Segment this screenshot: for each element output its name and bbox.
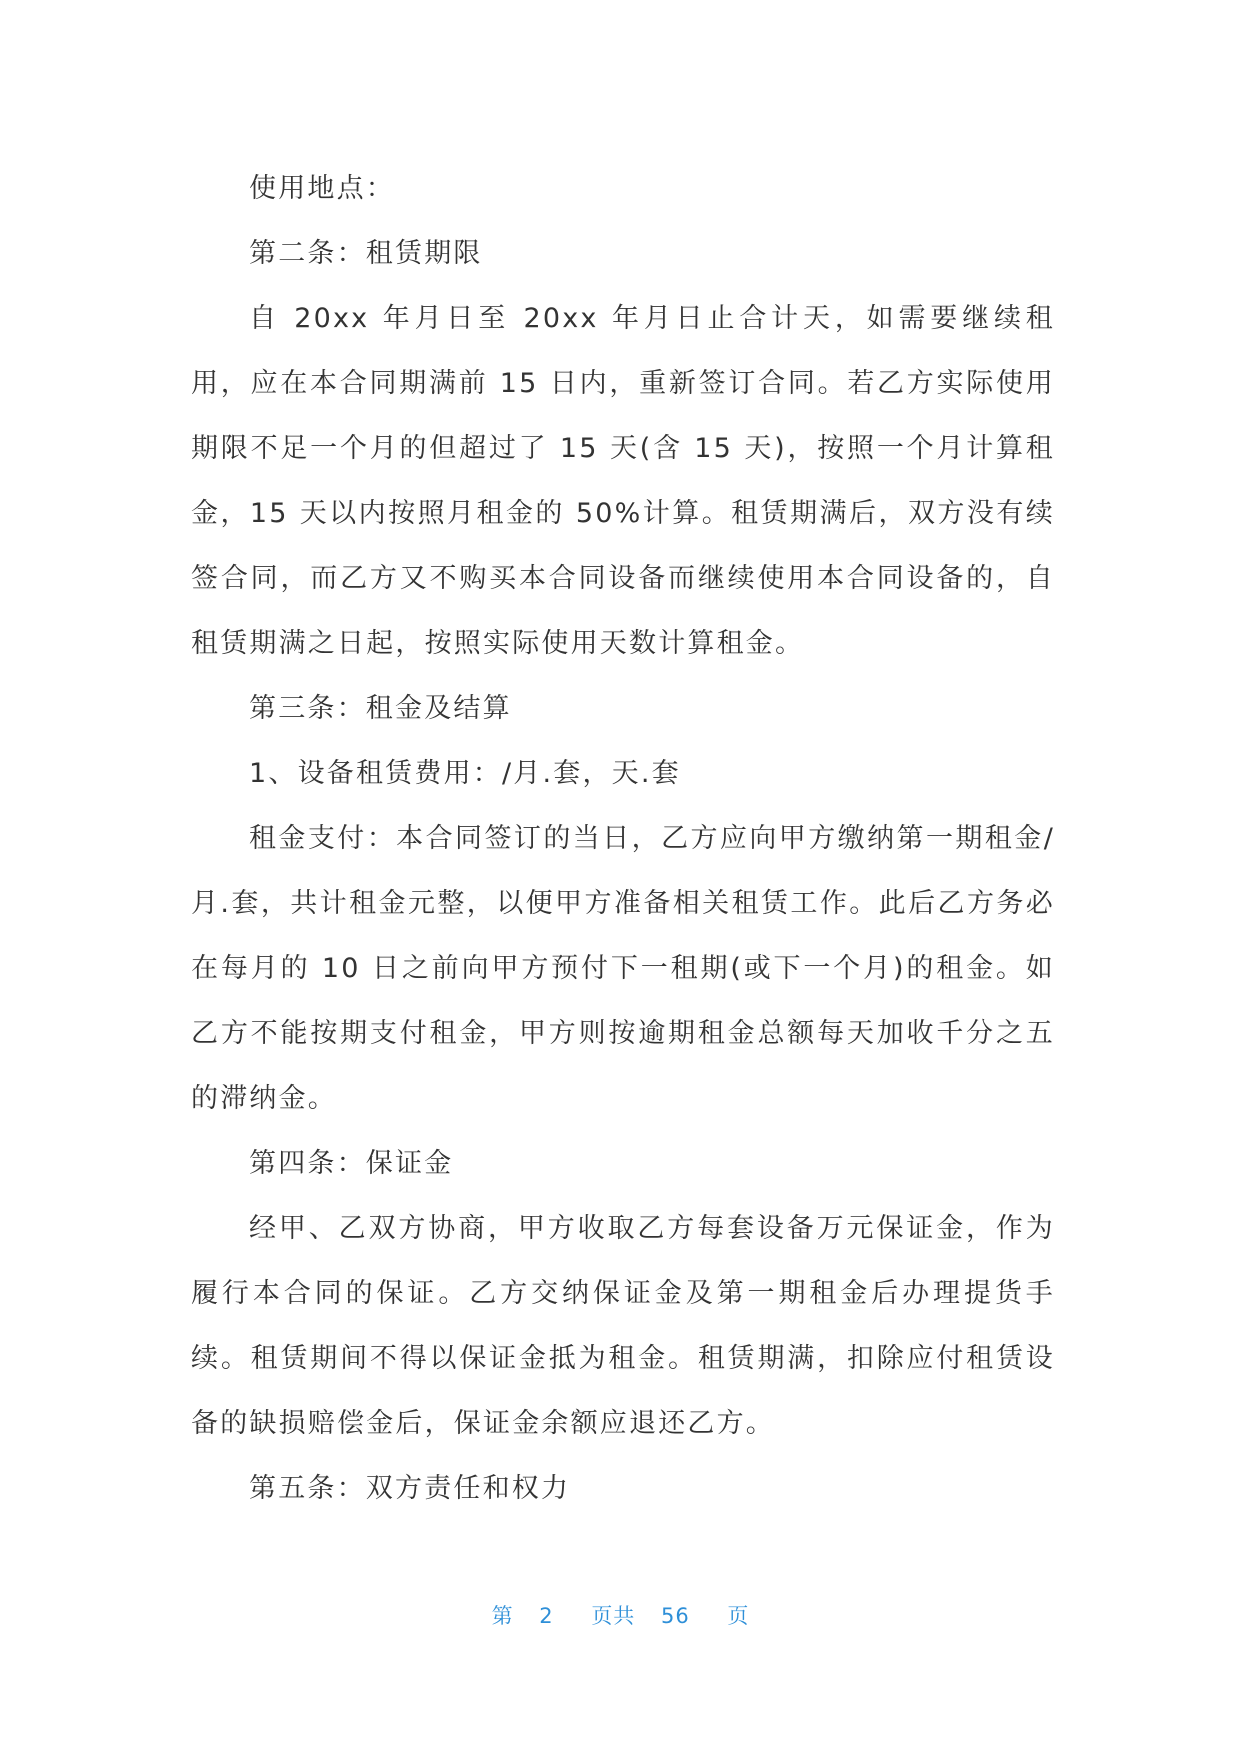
paragraph-lease-term: 自 20xx 年月日至 20xx 年月日止合计天，如需要继续租用，应在本合同期满前 15 日内，重新签订合同。若乙方实际使用期限不足一个月的但超过了 15 天(含 15 天)，按照一个月计算租金，15 天以内按照月租金的 50%计算。租赁期满后，双方没有续签合同，而乙方又不购买本合同设备而继续使用本合同设备的，自租赁期满之日起，按照实际使用天数计算租金。 bbox=[191, 303, 1055, 659]
footer-total-pages: 56 bbox=[661, 1604, 690, 1628]
footer-suffix: 页 bbox=[727, 1604, 750, 1628]
paragraph-deposit: 经甲、乙双方协商，甲方收取乙方每套设备万元保证金，作为履行本合同的保证。乙方交纳保证金及第一期租金后办理提货手续。租赁期间不得以保证金抵为租金。租赁期满，扣除应付租赁设备的缺损赔偿金后，保证金余额应退还乙方。 bbox=[191, 1213, 1055, 1439]
footer-current-page: 2 bbox=[539, 1604, 554, 1628]
heading-article-3: 第三条：租金及结算 bbox=[249, 693, 512, 724]
paragraph-rental-fee: 1、设备租赁费用：/月.套，天.套 bbox=[249, 758, 681, 789]
heading-article-4: 第四条：保证金 bbox=[249, 1148, 454, 1179]
heading-article-2: 第二条：租赁期限 bbox=[249, 238, 483, 269]
heading-article-5: 第五条：双方责任和权力 bbox=[249, 1473, 571, 1504]
footer-middle: 页共 bbox=[591, 1604, 636, 1628]
paragraph-rent-payment: 租金支付：本合同签订的当日，乙方应向甲方缴纳第一期租金/月.套，共计租金元整，以便甲方准备相关租赁工作。此后乙方务必在每月的 10 日之前向甲方预付下一租期(或下一个月)的租金。如乙方不能按期支付租金，甲方则按逾期租金总额每天加收千分之五的滞纳金。 bbox=[191, 823, 1055, 1114]
document-body bbox=[191, 156, 1055, 1521]
paragraph-usage-location: 使用地点： bbox=[249, 173, 395, 204]
page-footer bbox=[0, 1600, 1241, 1630]
footer-prefix: 第 bbox=[491, 1604, 514, 1628]
